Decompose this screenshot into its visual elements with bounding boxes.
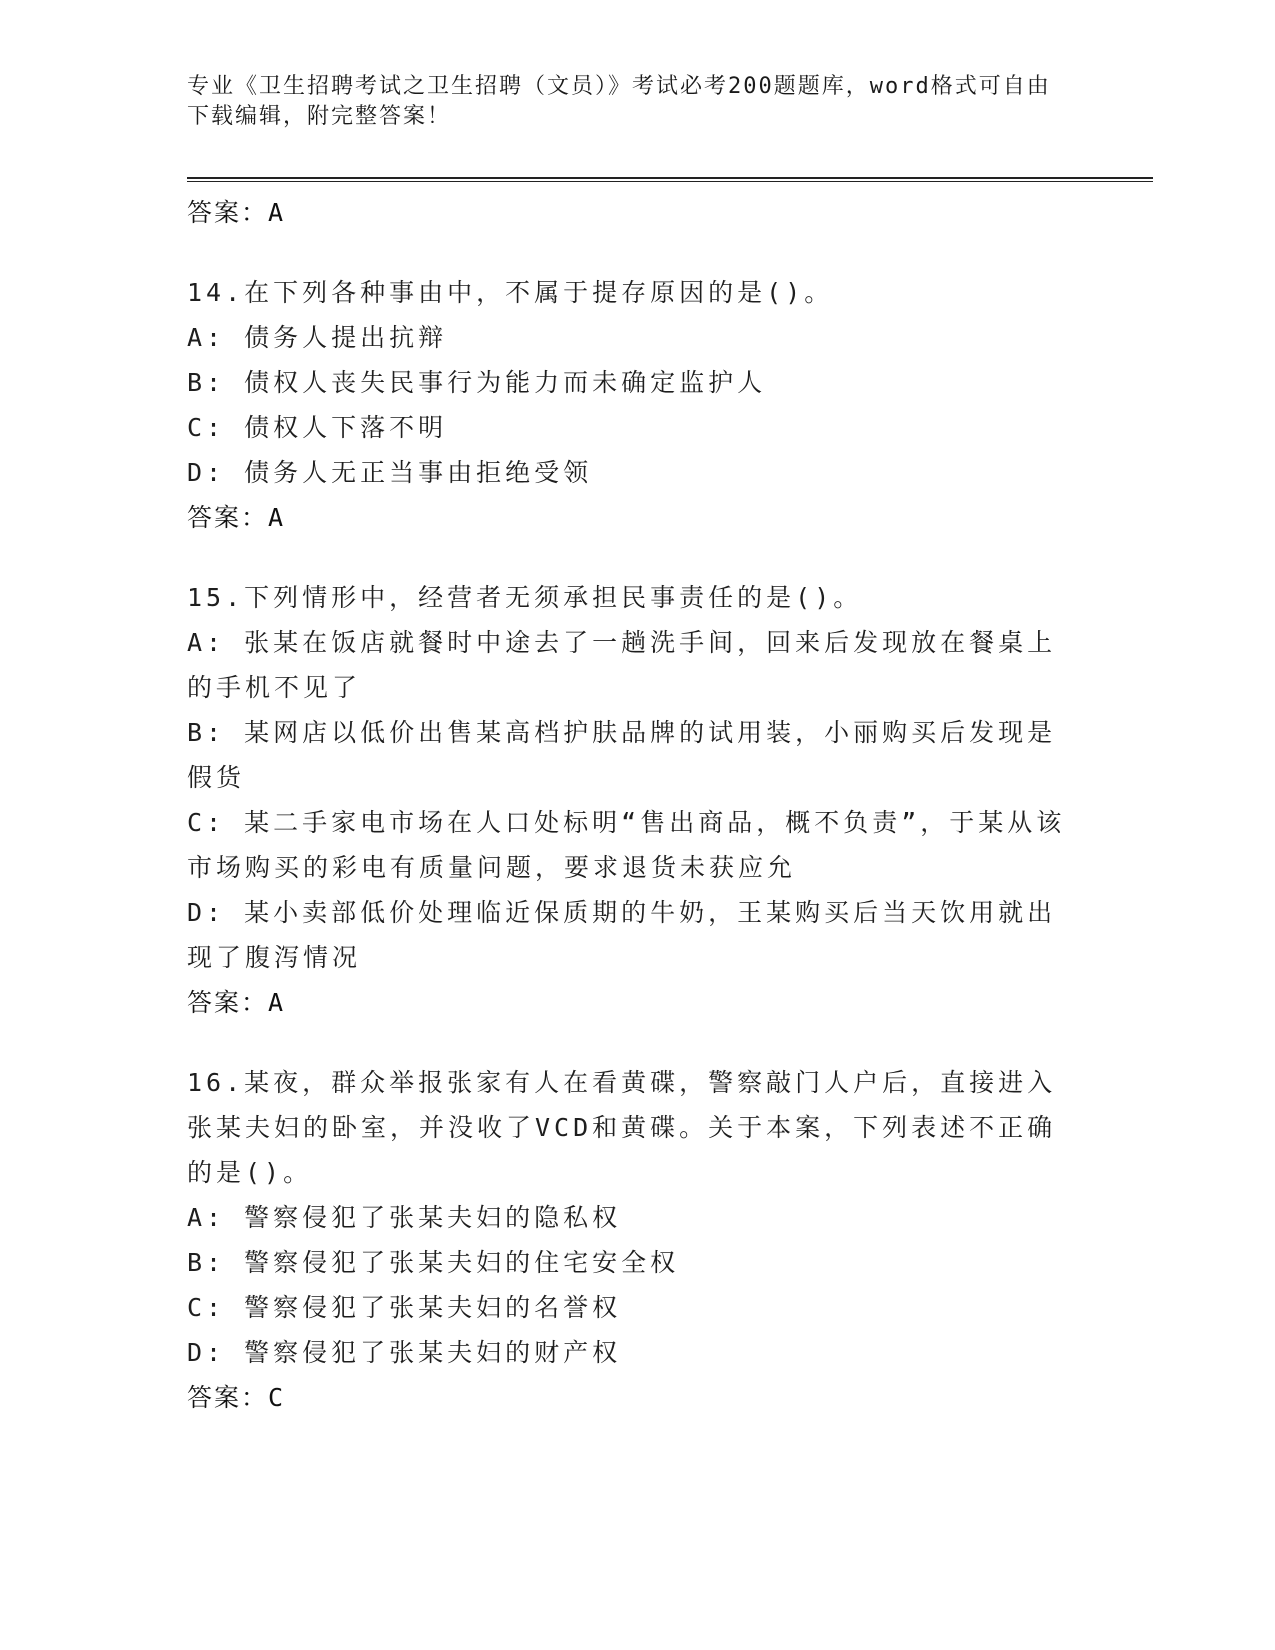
option-d: D: 某小卖部低价处理临近保质期的牛奶，王某购买后当天饮用就出现了腹泻情况 [187,898,1057,972]
question-text: 14.在下列各种事由中，不属于提存原因的是()。 [187,278,834,307]
question-15 [187,575,1067,1026]
header-divider-thin [187,181,1153,182]
question-16 [187,1060,1067,1421]
question-list [187,190,1067,1421]
option-a: A: 债务人提出抗辩 [187,323,448,352]
option-a: A: 张某在饭店就餐时中途去了一趟洗手间，回来后发现放在餐桌上的手机不见了 [187,628,1057,702]
document-header: 专业《卫生招聘考试之卫生招聘（文员）》考试必考200题题库，word格式可自由下载编辑，附完整答案！ [187,74,1051,129]
question-text: 15.下列情形中，经营者无须承担民事责任的是()。 [187,583,863,612]
question-text: 16.某夜，群众举报张家有人在看黄碟，警察敲门人户后，直接进入张某夫妇的卧室，并没收了VCD和黄碟。关于本案，下列表述不正确的是()。 [187,1068,1057,1187]
option-c: C: 某二手家电市场在人口处标明“售出商品，概不负责”，于某从该市场购买的彩电有质量问题，要求退货未获应允 [187,808,1066,882]
option-d: D: 警察侵犯了张某夫妇的财产权 [187,1338,622,1367]
option-a: A: 警察侵犯了张某夫妇的隐私权 [187,1203,622,1232]
option-d: D: 债务人无正当事由拒绝受领 [187,458,593,487]
answer-line: 答案：A [187,988,286,1017]
option-b: B: 某网店以低价出售某高档护肤品牌的试用装，小丽购买后发现是假货 [187,718,1057,792]
option-b: B: 警察侵犯了张某夫妇的住宅安全权 [187,1248,680,1277]
option-b: B: 债权人丧失民事行为能力而未确定监护人 [187,368,767,397]
question-14 [187,270,1067,541]
answer-line: 答案：C [187,1383,286,1412]
option-c: C: 警察侵犯了张某夫妇的名誉权 [187,1293,622,1322]
header-divider [187,177,1153,179]
option-c: C: 债权人下落不明 [187,413,448,442]
answer-line: 答案：A [187,503,286,532]
answer-line: 答案：A [187,198,286,227]
